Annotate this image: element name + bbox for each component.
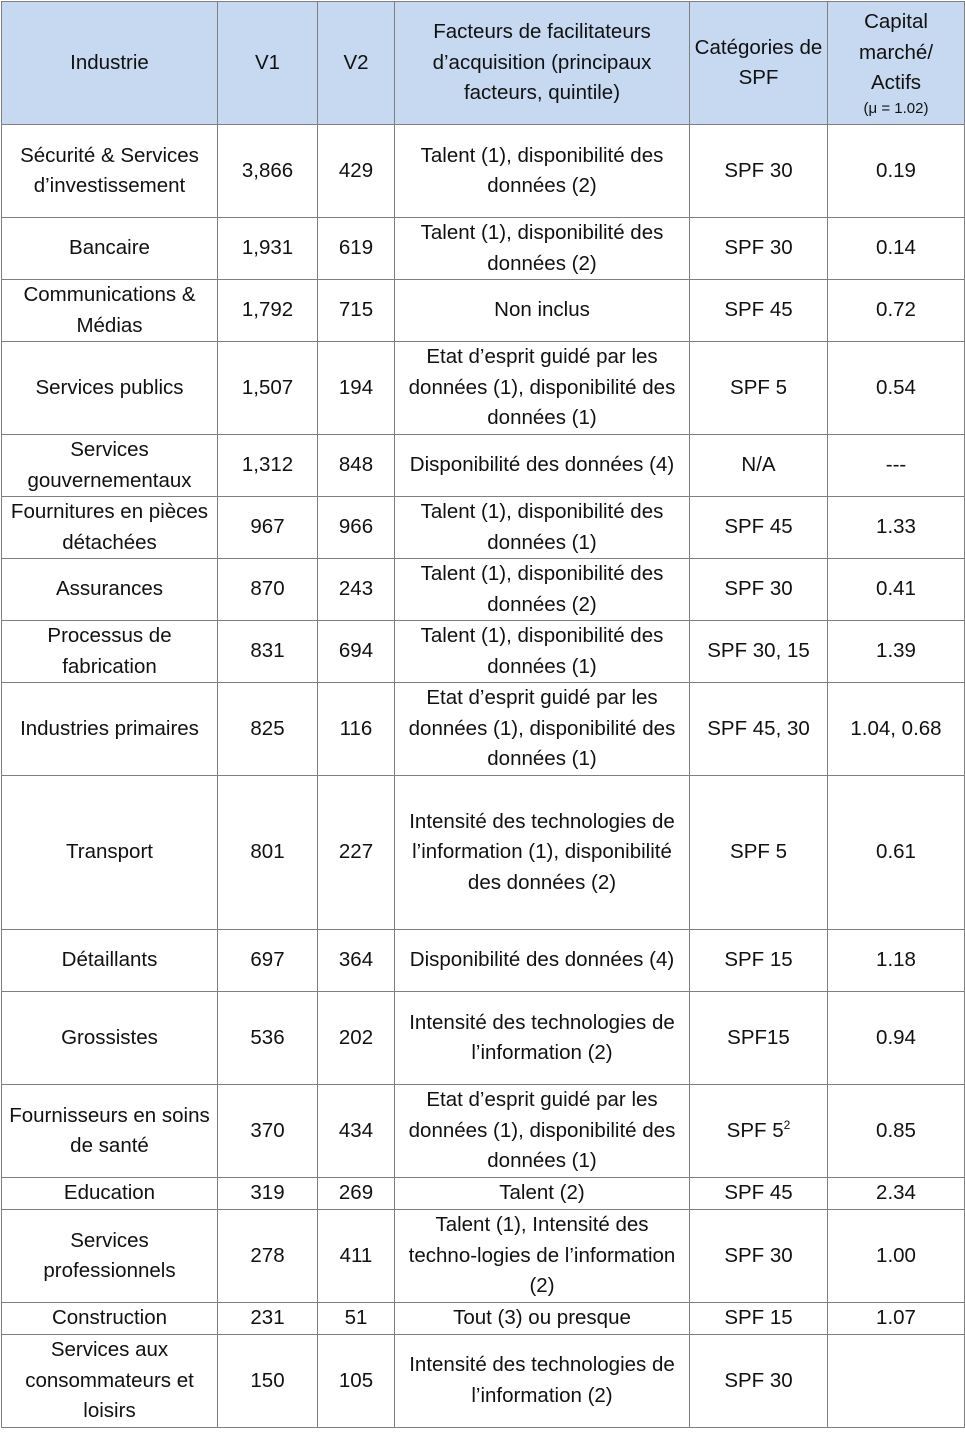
cell-spf xyxy=(690,435,828,497)
cell-spf xyxy=(690,621,828,683)
cell-v2: 715 xyxy=(318,280,395,342)
cell-v2: 105 xyxy=(318,1335,395,1428)
table-row xyxy=(2,1085,965,1178)
table-row xyxy=(2,218,965,280)
cell-spf-value: SPF 45 xyxy=(724,298,793,322)
cell-v2: 619 xyxy=(318,218,395,280)
cell-v1: 1,507 xyxy=(218,342,318,435)
cell-spf-value: SPF 15 xyxy=(724,1306,793,1330)
cell-industry: Bancaire xyxy=(2,218,218,280)
cell-spf xyxy=(690,125,828,218)
cell-factors: Intensité des technologies de l’information (2) xyxy=(395,1335,690,1428)
cell-v1: 831 xyxy=(218,621,318,683)
table-row xyxy=(2,280,965,342)
cell-v2: 694 xyxy=(318,621,395,683)
cell-industry: Services publics xyxy=(2,342,218,435)
cell-factors: Non inclus xyxy=(395,280,690,342)
cell-spf xyxy=(690,559,828,621)
cell-spf xyxy=(690,1210,828,1303)
cell-industry: Détaillants xyxy=(2,930,218,992)
table-row xyxy=(2,992,965,1085)
cell-capital: 0.14 xyxy=(828,218,965,280)
cell-factors: Talent (1), Intensité des techno-logies de l’information (2) xyxy=(395,1210,690,1303)
cell-factors: Disponibilité des données (4) xyxy=(395,435,690,497)
cell-spf xyxy=(690,497,828,559)
cell-spf xyxy=(690,930,828,992)
cell-spf-value: SPF 45, 30 xyxy=(707,716,810,740)
industry-table xyxy=(1,1,965,1428)
cell-industry: Processus de fabrication xyxy=(2,621,218,683)
cell-v1: 370 xyxy=(218,1085,318,1178)
cell-spf xyxy=(690,1303,828,1335)
table-row xyxy=(2,435,965,497)
cell-factors: Disponibilité des données (4) xyxy=(395,930,690,992)
cell-industry: Fournitures en pièces détachées xyxy=(2,497,218,559)
table-row xyxy=(2,683,965,776)
header-capital xyxy=(828,2,965,125)
table-row xyxy=(2,1303,965,1335)
cell-factors: Etat d’esprit guidé par les données (1), disponibilité des données (1) xyxy=(395,683,690,776)
cell-v2: 51 xyxy=(318,1303,395,1335)
cell-capital: 1.33 xyxy=(828,497,965,559)
cell-spf xyxy=(690,683,828,776)
cell-capital: 0.54 xyxy=(828,342,965,435)
cell-spf xyxy=(690,1085,828,1178)
cell-spf xyxy=(690,342,828,435)
table-row xyxy=(2,559,965,621)
header-row xyxy=(2,2,965,125)
cell-spf-value: SPF 30 xyxy=(724,236,793,260)
cell-spf xyxy=(690,1178,828,1210)
cell-spf-value: SPF 15 xyxy=(724,948,793,972)
table-row xyxy=(2,1178,965,1210)
cell-industry: Construction xyxy=(2,1303,218,1335)
table-row xyxy=(2,125,965,218)
header-capital-note: (μ = 1.02) xyxy=(863,99,929,117)
cell-v2: 202 xyxy=(318,992,395,1085)
cell-spf xyxy=(690,992,828,1085)
cell-industry: Transport xyxy=(2,776,218,930)
cell-industry: Assurances xyxy=(2,559,218,621)
cell-v2: 243 xyxy=(318,559,395,621)
cell-industry: Industries primaires xyxy=(2,683,218,776)
cell-spf-value: SPF 30 xyxy=(724,1368,793,1392)
cell-industry: Fournisseurs en soins de santé xyxy=(2,1085,218,1178)
cell-v2: 364 xyxy=(318,930,395,992)
cell-v1: 1,312 xyxy=(218,435,318,497)
cell-capital: 0.72 xyxy=(828,280,965,342)
header-factors: Facteurs de facilitateurs d’acquisition (principaux facteurs, quintile) xyxy=(395,2,690,125)
cell-v1: 870 xyxy=(218,559,318,621)
header-industry: Industrie xyxy=(2,2,218,125)
cell-spf-value: N/A xyxy=(741,453,776,477)
cell-v1: 801 xyxy=(218,776,318,930)
cell-v2: 848 xyxy=(318,435,395,497)
cell-capital: --- xyxy=(828,435,965,497)
cell-v1: 825 xyxy=(218,683,318,776)
cell-spf xyxy=(690,280,828,342)
cell-spf-value: SPF 5 xyxy=(730,840,787,864)
cell-capital: 0.85 xyxy=(828,1085,965,1178)
cell-capital: 0.94 xyxy=(828,992,965,1085)
cell-spf-value: SPF 30 xyxy=(724,158,793,182)
cell-spf-value: SPF 30, 15 xyxy=(707,639,810,663)
cell-spf xyxy=(690,218,828,280)
table-row xyxy=(2,621,965,683)
cell-v2: 966 xyxy=(318,497,395,559)
cell-capital: 1.18 xyxy=(828,930,965,992)
cell-spf xyxy=(690,776,828,930)
header-spf: Catégories de SPF xyxy=(690,2,828,125)
table-row xyxy=(2,1210,965,1303)
cell-factors: Talent (1), disponibilité des données (2) xyxy=(395,559,690,621)
cell-factors: Etat d’esprit guidé par les données (1), disponibilité des données (1) xyxy=(395,1085,690,1178)
cell-v2: 194 xyxy=(318,342,395,435)
cell-industry: Communications & Médias xyxy=(2,280,218,342)
cell-industry: Services professionnels xyxy=(2,1210,218,1303)
cell-capital: 2.34 xyxy=(828,1178,965,1210)
cell-industry: Grossistes xyxy=(2,992,218,1085)
cell-v1: 319 xyxy=(218,1178,318,1210)
cell-v2: 269 xyxy=(318,1178,395,1210)
cell-v1: 697 xyxy=(218,930,318,992)
table-row xyxy=(2,776,965,930)
cell-v2: 227 xyxy=(318,776,395,930)
cell-industry: Services gouvernementaux xyxy=(2,435,218,497)
cell-capital xyxy=(828,1335,965,1428)
cell-factors: Intensité des technologies de l’information (2) xyxy=(395,992,690,1085)
cell-v1: 1,792 xyxy=(218,280,318,342)
cell-spf-value: SPF 5 xyxy=(730,375,787,399)
cell-capital: 1.07 xyxy=(828,1303,965,1335)
cell-factors: Talent (1), disponibilité des données (1) xyxy=(395,497,690,559)
cell-capital: 0.41 xyxy=(828,559,965,621)
cell-factors: Intensité des technologies de l’information (1), disponibilité des données (2) xyxy=(395,776,690,930)
cell-v1: 150 xyxy=(218,1335,318,1428)
cell-capital: 0.61 xyxy=(828,776,965,930)
table-row xyxy=(2,1335,965,1428)
cell-spf-value: SPF 45 xyxy=(724,1181,793,1205)
header-v2: V2 xyxy=(318,2,395,125)
cell-v1: 536 xyxy=(218,992,318,1085)
header-v1: V1 xyxy=(218,2,318,125)
cell-v1: 231 xyxy=(218,1303,318,1335)
cell-v1: 3,866 xyxy=(218,125,318,218)
cell-v2: 429 xyxy=(318,125,395,218)
cell-spf-value: SPF15 xyxy=(727,1025,790,1049)
table-row xyxy=(2,342,965,435)
cell-factors: Etat d’esprit guidé par les données (1), disponibilité des données (1) xyxy=(395,342,690,435)
cell-factors: Talent (1), disponibilité des données (2) xyxy=(395,218,690,280)
cell-v1: 278 xyxy=(218,1210,318,1303)
cell-industry: Education xyxy=(2,1178,218,1210)
cell-industry: Sécurité & Services d’investissement xyxy=(2,125,218,218)
cell-capital: 1.04, 0.68 xyxy=(828,683,965,776)
cell-capital: 1.39 xyxy=(828,621,965,683)
cell-factors: Tout (3) ou presque xyxy=(395,1303,690,1335)
cell-spf-value: SPF 30 xyxy=(724,1243,793,1267)
cell-v2: 116 xyxy=(318,683,395,776)
cell-factors: Talent (2) xyxy=(395,1178,690,1210)
cell-industry: Services aux consommateurs et loisirs xyxy=(2,1335,218,1428)
cell-spf-value: SPF 5 xyxy=(726,1118,784,1142)
cell-spf-footnote: 2 xyxy=(783,1117,791,1132)
cell-v2: 434 xyxy=(318,1085,395,1178)
cell-capital: 0.19 xyxy=(828,125,965,218)
cell-factors: Talent (1), disponibilité des données (2) xyxy=(395,125,690,218)
cell-spf xyxy=(690,1335,828,1428)
table-row xyxy=(2,930,965,992)
cell-v1: 967 xyxy=(218,497,318,559)
header-capital-label: Capital marché/ Actifs xyxy=(858,10,934,95)
table-row xyxy=(2,497,965,559)
cell-v2: 411 xyxy=(318,1210,395,1303)
cell-capital: 1.00 xyxy=(828,1210,965,1303)
cell-v1: 1,931 xyxy=(218,218,318,280)
cell-spf-value: SPF 30 xyxy=(724,577,793,601)
cell-spf-value: SPF 45 xyxy=(724,515,793,539)
cell-factors: Talent (1), disponibilité des données (1) xyxy=(395,621,690,683)
